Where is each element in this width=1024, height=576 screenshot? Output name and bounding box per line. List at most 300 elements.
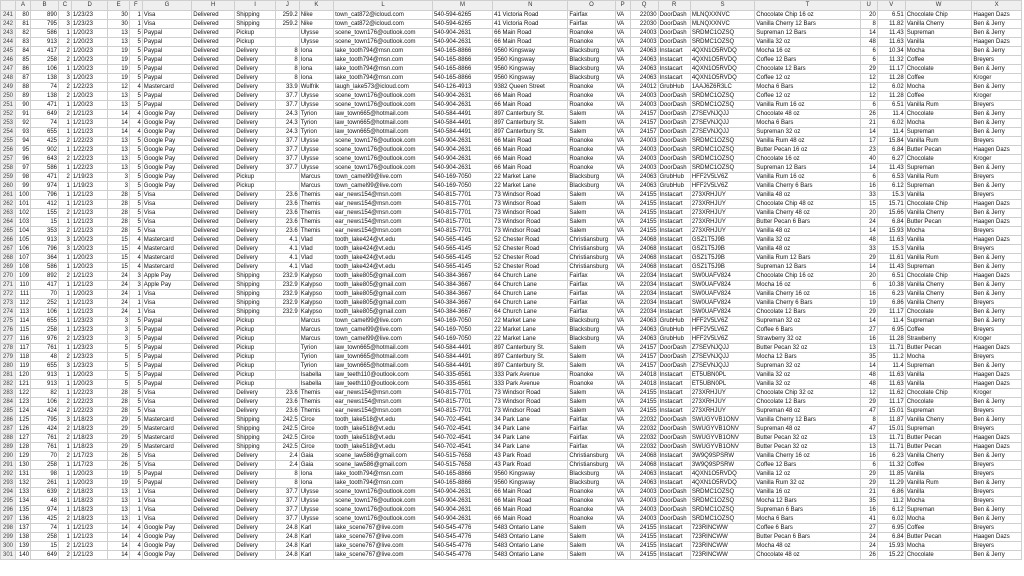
cell[interactable]: Roanoke — [568, 488, 615, 497]
cell[interactable]: 52 Chester Road — [493, 236, 568, 245]
cell[interactable]: 29 — [108, 443, 129, 452]
cell[interactable]: Chocolate 12 Bars — [755, 308, 860, 317]
cell[interactable]: VA — [615, 326, 630, 335]
cell[interactable]: Instacart — [658, 191, 690, 200]
cell[interactable]: Tyrion — [299, 119, 333, 128]
cell[interactable]: 128 — [16, 443, 31, 452]
cell[interactable]: 28 — [108, 200, 129, 209]
cell[interactable]: Mastercard — [142, 83, 191, 92]
cell[interactable]: 98 — [31, 470, 59, 479]
cell[interactable]: SRDMC1OZSQ — [690, 38, 754, 47]
cell[interactable]: VA — [615, 137, 630, 146]
cell[interactable]: DoorDash — [658, 353, 690, 362]
cell[interactable]: Delivered — [192, 110, 235, 119]
cell[interactable]: law_town665@hotmail.com — [334, 110, 433, 119]
cell[interactable]: Instacart — [658, 524, 690, 533]
cell[interactable]: 23.6 — [276, 191, 300, 200]
cell[interactable]: Vanilla Rum — [905, 173, 972, 182]
cell[interactable]: 655 — [31, 362, 59, 371]
cell[interactable]: Chocolate 12 Bars — [755, 65, 860, 74]
cell[interactable]: Nike — [299, 20, 333, 29]
cell[interactable]: 6.12 — [877, 182, 905, 191]
row-number[interactable]: 244 — [1, 38, 16, 47]
cell[interactable]: 13 — [108, 38, 129, 47]
cell[interactable]: SRDMC1OZSQ — [690, 155, 754, 164]
row-number[interactable]: 275 — [1, 317, 16, 326]
cell[interactable]: Fairfax — [568, 281, 615, 290]
cell[interactable]: Ulysse — [299, 101, 333, 110]
cell[interactable]: Ulysse — [299, 488, 333, 497]
cell[interactable]: 5 — [129, 209, 142, 218]
cell[interactable]: Delivered — [192, 506, 235, 515]
cell[interactable]: 23.6 — [276, 407, 300, 416]
cell[interactable]: 88 — [16, 83, 31, 92]
cell[interactable]: 1 — [59, 326, 72, 335]
cell[interactable]: Kalypso — [299, 308, 333, 317]
cell[interactable]: lake_scene767@live.com — [334, 551, 433, 560]
cell[interactable]: 5 — [129, 371, 142, 380]
cell[interactable]: 24155 — [630, 218, 658, 227]
cell[interactable]: Marcus — [299, 317, 333, 326]
cell[interactable]: Gaia — [299, 452, 333, 461]
cell[interactable]: 24068 — [630, 245, 658, 254]
cell[interactable]: Butter Pecan — [905, 344, 972, 353]
cell[interactable]: 24157 — [630, 119, 658, 128]
cell[interactable]: 1 — [59, 101, 72, 110]
cell[interactable]: Paypal — [142, 371, 191, 380]
cell[interactable]: 333 Park Avenue — [493, 371, 568, 380]
cell[interactable]: 64 Church Lane — [493, 308, 568, 317]
cell[interactable]: 795 — [31, 20, 59, 29]
cell[interactable]: Blacksburg — [568, 56, 615, 65]
cell[interactable]: Vanilla 32 oz — [755, 380, 860, 389]
cell[interactable]: 353 — [31, 227, 59, 236]
cell[interactable]: 2 — [59, 209, 72, 218]
cell[interactable]: Mocha — [905, 542, 972, 551]
column-header-o[interactable]: O — [568, 1, 615, 11]
cell[interactable]: 892 — [31, 272, 59, 281]
cell[interactable]: 540-515-7658 — [432, 452, 492, 461]
cell[interactable]: 121 — [16, 380, 31, 389]
cell[interactable]: 106 — [31, 308, 59, 317]
column-header-b[interactable]: B — [31, 1, 59, 11]
row-number[interactable]: 295 — [1, 497, 16, 506]
cell[interactable]: 66 Main Road — [493, 137, 568, 146]
cell[interactable]: scene_town176@outlook.com — [334, 164, 433, 173]
cell[interactable]: 1/23/23 — [71, 353, 108, 362]
column-header-f[interactable]: F — [129, 1, 142, 11]
cell[interactable]: 24155 — [630, 200, 658, 209]
cell[interactable]: Butter Pecan — [905, 146, 972, 155]
cell[interactable]: 129 — [16, 452, 31, 461]
cell[interactable]: 11.43 — [877, 29, 905, 38]
cell[interactable]: 37.7 — [276, 101, 300, 110]
cell[interactable]: 5 — [129, 182, 142, 191]
cell[interactable]: Ben & Jerry — [972, 29, 1022, 38]
cell[interactable]: 74 — [31, 119, 59, 128]
cell[interactable]: Delivered — [192, 497, 235, 506]
cell[interactable]: Visa — [142, 299, 191, 308]
cell[interactable]: 11.4 — [877, 362, 905, 371]
cell[interactable]: Paypal — [142, 65, 191, 74]
cell[interactable]: Delivery — [235, 92, 276, 101]
cell[interactable]: ear_news154@msn.com — [334, 227, 433, 236]
cell[interactable]: 1 — [59, 533, 72, 542]
cell[interactable]: 540-169-7050 — [432, 182, 492, 191]
cell[interactable]: scene_town176@outlook.com — [334, 92, 433, 101]
cell[interactable]: Delivered — [192, 227, 235, 236]
cell[interactable]: 73 Windsor Road — [493, 398, 568, 407]
cell[interactable]: DoorDash — [658, 434, 690, 443]
cell[interactable]: Tyrion — [299, 128, 333, 137]
cell[interactable]: 258 — [31, 56, 59, 65]
cell[interactable]: VA — [615, 29, 630, 38]
cell[interactable]: 117 — [16, 344, 31, 353]
cell[interactable]: 1 — [59, 29, 72, 38]
cell[interactable]: Google Pay — [142, 524, 191, 533]
cell[interactable]: Isabella — [299, 371, 333, 380]
cell[interactable]: Chocolate — [905, 551, 972, 560]
cell[interactable]: 6.27 — [877, 155, 905, 164]
cell[interactable]: Mocha 16 oz — [755, 281, 860, 290]
cell[interactable]: Salem — [568, 551, 615, 560]
cell[interactable]: 232.9 — [276, 272, 300, 281]
cell[interactable]: Shipping — [235, 290, 276, 299]
cell[interactable]: Instacart — [658, 380, 690, 389]
cell[interactable]: 1/17/23 — [71, 461, 108, 470]
cell[interactable]: Fairfax — [568, 290, 615, 299]
cell[interactable]: 34 Park Lane — [493, 425, 568, 434]
cell[interactable]: 1/23/23 — [71, 362, 108, 371]
cell[interactable]: 540-904-2631 — [432, 101, 492, 110]
cell[interactable]: Mocha 48 oz — [755, 542, 860, 551]
cell[interactable]: Kroger — [972, 335, 1022, 344]
cell[interactable]: 913 — [31, 38, 59, 47]
cell[interactable]: Delivered — [192, 83, 235, 92]
cell[interactable]: 13 — [108, 101, 129, 110]
cell[interactable]: Paypal — [142, 74, 191, 83]
cell[interactable]: 2 — [59, 56, 72, 65]
cell[interactable]: VA — [615, 425, 630, 434]
cell[interactable]: 73 Windsor Road — [493, 407, 568, 416]
cell[interactable]: Supreman 12 Bars — [755, 263, 860, 272]
cell[interactable]: 1/22/23 — [71, 398, 108, 407]
cell[interactable]: 37.7 — [276, 146, 300, 155]
cell[interactable]: 22 Market Lane — [493, 182, 568, 191]
row-number[interactable]: 251 — [1, 101, 16, 110]
cell[interactable]: 8 — [276, 47, 300, 56]
cell[interactable]: Ben & Jerry — [972, 164, 1022, 173]
cell[interactable]: 1/22/23 — [71, 407, 108, 416]
cell[interactable]: Vanilla Cherry — [905, 281, 972, 290]
cell[interactable]: Butter Pecan — [905, 434, 972, 443]
cell[interactable]: 43 Park Road — [493, 452, 568, 461]
cell[interactable]: Breyers — [972, 470, 1022, 479]
cell[interactable]: 417 — [31, 47, 59, 56]
cell[interactable]: 19 — [108, 47, 129, 56]
cell[interactable]: 73 Windsor Road — [493, 389, 568, 398]
cell[interactable]: 24155 — [630, 191, 658, 200]
cell[interactable]: VA — [615, 236, 630, 245]
cell[interactable]: Visa — [142, 20, 191, 29]
cell[interactable]: 1 — [59, 470, 72, 479]
cell[interactable]: Mastercard — [142, 245, 191, 254]
cell[interactable]: Breyers — [972, 488, 1022, 497]
cell[interactable]: Shipping — [235, 281, 276, 290]
column-header-u[interactable]: U — [860, 1, 877, 11]
column-header-s[interactable]: S — [690, 1, 754, 11]
cell[interactable]: 1/21/23 — [71, 200, 108, 209]
cell[interactable]: 1 — [129, 515, 142, 524]
cell[interactable]: 15.22 — [877, 551, 905, 560]
cell[interactable]: Vanilla Cherry 12 Bars — [755, 20, 860, 29]
cell[interactable]: Chocolate 48 oz — [755, 110, 860, 119]
cell[interactable]: 1/20/23 — [71, 101, 108, 110]
cell[interactable]: Delivered — [192, 488, 235, 497]
cell[interactable]: 890 — [31, 11, 59, 20]
cell[interactable]: 14 — [108, 533, 129, 542]
cell[interactable]: scene_town176@outlook.com — [334, 155, 433, 164]
cell[interactable]: 6 — [860, 101, 877, 110]
cell[interactable]: 2 — [59, 407, 72, 416]
cell[interactable]: 4 — [129, 236, 142, 245]
cell[interactable]: Vanilla Cherry — [905, 209, 972, 218]
cell[interactable]: tooth_lake518@vt.edu — [334, 416, 433, 425]
cell[interactable]: 1/20/23 — [71, 263, 108, 272]
cell[interactable]: Vanilla 12 oz — [755, 470, 860, 479]
cell[interactable]: 23.6 — [276, 398, 300, 407]
cell[interactable]: SW0UAFV824 — [690, 290, 754, 299]
cell[interactable]: tooth_lake518@vt.edu — [334, 434, 433, 443]
cell[interactable]: 13 — [108, 506, 129, 515]
cell[interactable]: Delivery — [235, 461, 276, 470]
cell[interactable]: Paypal — [142, 353, 191, 362]
cell[interactable]: Ben & Jerry — [972, 479, 1022, 488]
cell[interactable]: DoorDash — [658, 497, 690, 506]
cell[interactable]: 138 — [31, 74, 59, 83]
cell[interactable]: Vanilla 32 oz — [755, 371, 860, 380]
cell[interactable]: Paypal — [142, 56, 191, 65]
cell[interactable]: 5 — [129, 47, 142, 56]
cell[interactable]: 19 — [860, 299, 877, 308]
cell[interactable]: Vanilla Cherry — [905, 299, 972, 308]
cell[interactable]: 66 Main Road — [493, 506, 568, 515]
cell[interactable]: 540-169-7050 — [432, 317, 492, 326]
cell[interactable]: Shipping — [235, 443, 276, 452]
cell[interactable]: SRDMC1OZSQ — [690, 488, 754, 497]
cell[interactable]: 273XRHJUY — [690, 191, 754, 200]
cell[interactable]: 13 — [108, 515, 129, 524]
cell[interactable]: Delivery — [235, 83, 276, 92]
cell[interactable]: 4 — [129, 119, 142, 128]
cell[interactable]: GrubHub — [658, 83, 690, 92]
cell[interactable]: Marcus — [299, 326, 333, 335]
cell[interactable]: 22032 — [630, 425, 658, 434]
row-number[interactable]: 250 — [1, 92, 16, 101]
cell[interactable]: scene_town176@outlook.com — [334, 29, 433, 38]
cell[interactable]: 24063 — [630, 47, 658, 56]
cell[interactable]: 5 — [129, 380, 142, 389]
cell[interactable]: Z7SEVNJQJJ — [690, 353, 754, 362]
cell[interactable]: SRDMC1OZSQ — [690, 515, 754, 524]
cell[interactable]: Ben & Jerry — [972, 281, 1022, 290]
cell[interactable]: 41 Victoria Road — [493, 11, 568, 20]
cell[interactable]: 1/19/23 — [71, 182, 108, 191]
cell[interactable]: 897 Canterbury St. — [493, 353, 568, 362]
cell[interactable]: Ulysse — [299, 146, 333, 155]
cell[interactable]: Supreman — [905, 182, 972, 191]
cell[interactable]: Delivered — [192, 101, 235, 110]
cell[interactable]: DoorDash — [658, 344, 690, 353]
cell[interactable]: 1/21/23 — [71, 272, 108, 281]
cell[interactable]: Iona — [299, 74, 333, 83]
cell[interactable]: Delivered — [192, 389, 235, 398]
cell[interactable]: 897 Canterbury St. — [493, 344, 568, 353]
row-number[interactable]: 281 — [1, 371, 16, 380]
cell[interactable]: 11.87 — [877, 416, 905, 425]
cell[interactable]: 5 — [129, 38, 142, 47]
cell[interactable]: 1 — [129, 290, 142, 299]
cell[interactable]: Kalypso — [299, 299, 333, 308]
cell[interactable]: 540-815-7701 — [432, 227, 492, 236]
cell[interactable]: 259.2 — [276, 20, 300, 29]
cell[interactable]: 5 — [129, 74, 142, 83]
cell[interactable]: 35 — [860, 353, 877, 362]
cell[interactable]: ear_news154@msn.com — [334, 191, 433, 200]
cell[interactable]: 4 — [129, 533, 142, 542]
cell[interactable]: tooth_lake805@gmail.com — [334, 272, 433, 281]
cell[interactable]: Strawberry — [905, 335, 972, 344]
cell[interactable]: 15 — [108, 236, 129, 245]
cell[interactable]: 66 Main Road — [493, 92, 568, 101]
cell[interactable]: lake_scene767@live.com — [334, 524, 433, 533]
cell[interactable]: Wulfrik — [299, 83, 333, 92]
cell[interactable]: Breyers — [972, 353, 1022, 362]
cell[interactable]: 11.4 — [877, 110, 905, 119]
cell[interactable]: 540-904-2631 — [432, 488, 492, 497]
cell[interactable]: Breyers — [972, 425, 1022, 434]
cell[interactable]: 24157 — [630, 128, 658, 137]
cell[interactable]: 27 — [860, 524, 877, 533]
cell[interactable]: Supreman 12 Bars — [755, 164, 860, 173]
cell[interactable]: Strawberry 32 oz — [755, 335, 860, 344]
cell[interactable]: MLNQXXNVC — [690, 11, 754, 20]
cell[interactable]: 28 — [108, 218, 129, 227]
cell[interactable]: VA — [615, 20, 630, 29]
cell[interactable]: 1/20/23 — [71, 371, 108, 380]
cell[interactable]: 1/21/23 — [71, 299, 108, 308]
cell[interactable]: Fairfax — [568, 443, 615, 452]
cell[interactable]: 15.71 — [877, 200, 905, 209]
cell[interactable]: GSZ1T5J9B — [690, 236, 754, 245]
cell[interactable]: Pickup — [235, 317, 276, 326]
cell[interactable]: 9560 Kingsway — [493, 65, 568, 74]
cell[interactable]: 133 — [16, 488, 31, 497]
cell[interactable]: scene_law586@gmail.com — [334, 452, 433, 461]
cell[interactable]: 1/23/23 — [71, 317, 108, 326]
cell[interactable]: Delivered — [192, 29, 235, 38]
cell[interactable]: 11.32 — [877, 461, 905, 470]
cell[interactable]: 540-702-4541 — [432, 425, 492, 434]
cell[interactable]: 15.01 — [877, 407, 905, 416]
cell[interactable]: 110 — [16, 281, 31, 290]
cell[interactable]: 761 — [31, 443, 59, 452]
cell[interactable]: 155 — [31, 209, 59, 218]
cell[interactable]: 4QXN1O5RVDQ — [690, 65, 754, 74]
cell[interactable]: 15.01 — [877, 425, 905, 434]
row-number[interactable]: 260 — [1, 182, 16, 191]
cell[interactable]: 261 — [31, 479, 59, 488]
cell[interactable]: Delivered — [192, 20, 235, 29]
cell[interactable]: Ulysse — [299, 92, 333, 101]
row-number[interactable]: 297 — [1, 515, 16, 524]
cell[interactable]: Coffee — [905, 524, 972, 533]
cell[interactable]: 130 — [16, 461, 31, 470]
column-header-q[interactable]: Q — [630, 1, 658, 11]
cell[interactable]: Chocolate Chip 48 oz — [755, 200, 860, 209]
row-number[interactable]: 256 — [1, 146, 16, 155]
cell[interactable]: VA — [615, 452, 630, 461]
row-number[interactable]: 292 — [1, 470, 16, 479]
cell[interactable]: 1/20/23 — [71, 380, 108, 389]
cell[interactable]: 9560 Kingsway — [493, 47, 568, 56]
cell[interactable]: Isabella — [299, 380, 333, 389]
cell[interactable]: 11.71 — [877, 443, 905, 452]
cell[interactable]: 364 — [31, 254, 59, 263]
cell[interactable]: Delivered — [192, 236, 235, 245]
cell[interactable]: 102 — [16, 209, 31, 218]
cell[interactable]: 586 — [31, 164, 59, 173]
cell[interactable]: 12 — [860, 92, 877, 101]
cell[interactable]: 540-545-4776 — [432, 551, 492, 560]
cell[interactable]: 2 — [59, 47, 72, 56]
cell[interactable]: 4QXN1O5RVDQ — [690, 47, 754, 56]
cell[interactable]: VA — [615, 173, 630, 182]
cell[interactable]: law_town665@hotmail.com — [334, 353, 433, 362]
cell[interactable]: Delivered — [192, 56, 235, 65]
cell[interactable]: 123 — [16, 398, 31, 407]
cell[interactable]: Delivered — [192, 155, 235, 164]
cell[interactable]: Delivery — [235, 497, 276, 506]
cell[interactable]: Shipping — [235, 11, 276, 20]
cell[interactable]: DoorDash — [658, 416, 690, 425]
cell[interactable]: VA — [615, 164, 630, 173]
cell[interactable]: 48 — [31, 497, 59, 506]
cell[interactable]: 15 — [108, 254, 129, 263]
cell[interactable]: DoorDash — [658, 443, 690, 452]
cell[interactable]: 29 — [108, 416, 129, 425]
cell[interactable]: Delivery — [235, 389, 276, 398]
cell[interactable]: 1/19/23 — [71, 173, 108, 182]
cell[interactable]: 6.51 — [877, 272, 905, 281]
row-number[interactable]: 241 — [1, 11, 16, 20]
cell[interactable]: SRDMC1OZSQ — [690, 92, 754, 101]
cell[interactable]: VA — [615, 254, 630, 263]
cell[interactable]: 100 — [16, 191, 31, 200]
row-number[interactable]: 284 — [1, 398, 16, 407]
cell[interactable]: VA — [615, 281, 630, 290]
cell[interactable]: 24.8 — [276, 524, 300, 533]
cell[interactable]: VA — [615, 416, 630, 425]
cell[interactable]: 232.9 — [276, 290, 300, 299]
cell[interactable]: Vanilla Rum — [905, 254, 972, 263]
cell[interactable]: GrubHub — [658, 317, 690, 326]
cell[interactable]: 104 — [16, 227, 31, 236]
cell[interactable]: 2 — [59, 173, 72, 182]
cell[interactable]: 655 — [31, 317, 59, 326]
cell[interactable]: Shipping — [235, 308, 276, 317]
cell[interactable]: 8 — [276, 479, 300, 488]
